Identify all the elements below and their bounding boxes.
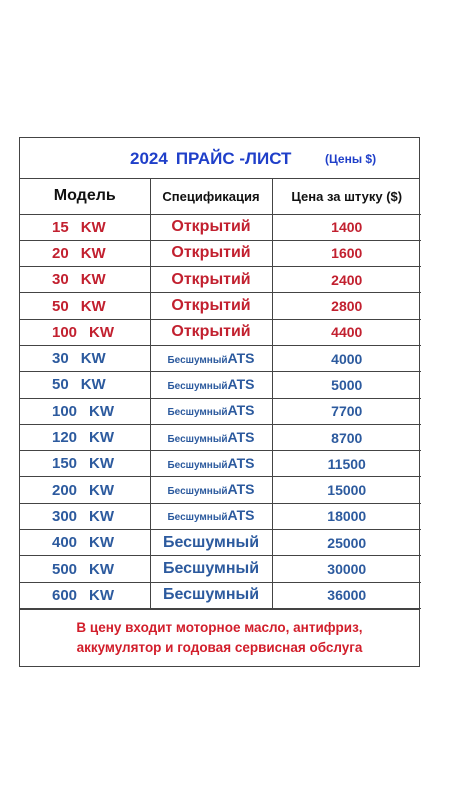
model-power: 50 [52, 297, 69, 315]
spec-name: Открытий [171, 297, 251, 315]
table-row [20, 582, 421, 608]
spec-name: Бесшумный [167, 407, 228, 419]
table-row [20, 503, 421, 529]
currency-note: (Цены $) [325, 152, 377, 166]
spec-cell [150, 530, 272, 556]
spec-name: Открытий [171, 323, 251, 341]
spec-name: Бесшумный [167, 459, 228, 471]
spec-suffix: ATS [227, 481, 255, 498]
spec-cell [150, 503, 272, 529]
table-row [20, 556, 421, 582]
spec-name: Открытий [171, 218, 251, 236]
title-year: 2024 [130, 149, 168, 168]
model-power: 500 [52, 560, 78, 578]
model-power: 150 [52, 455, 78, 473]
price-cell: 7700 [272, 398, 421, 424]
spec-suffix: ATS [227, 454, 255, 471]
price-cell: 25000 [272, 530, 421, 556]
footer-note [20, 609, 419, 666]
model-unit: KW [80, 350, 106, 368]
spec-name: Бесшумный [167, 433, 228, 445]
model-cell [20, 319, 150, 345]
price-table [20, 179, 421, 609]
model-power: 600 [52, 586, 78, 604]
model-unit: KW [89, 481, 115, 499]
price-cell: 15000 [272, 477, 421, 503]
model-power: 30 [52, 350, 69, 368]
table-row [20, 530, 421, 556]
model-power: 50 [52, 376, 69, 394]
price-cell: 1600 [272, 240, 421, 266]
spec-name: Бесшумный [167, 486, 228, 498]
footer-line-1: В цену входит моторное масло, антифриз, [76, 619, 363, 635]
table-row [20, 293, 421, 319]
price-cell: 1400 [272, 214, 421, 240]
spec-cell [150, 345, 272, 371]
price-cell: 36000 [272, 582, 421, 608]
price-cell: 18000 [272, 503, 421, 529]
spec-cell [150, 398, 272, 424]
model-unit: KW [89, 323, 115, 341]
model-unit: KW [80, 244, 106, 262]
price-cell: 11500 [272, 451, 421, 477]
model-cell [20, 293, 150, 319]
spec-cell [150, 372, 272, 398]
price-cell: 2400 [272, 267, 421, 293]
spec-suffix: ATS [227, 428, 255, 445]
model-cell [20, 530, 150, 556]
price-cell: 8700 [272, 424, 421, 450]
table-row [20, 214, 421, 240]
spec-cell [150, 319, 272, 345]
price-cell: 5000 [272, 372, 421, 398]
spec-cell [150, 267, 272, 293]
title-row [20, 138, 419, 179]
model-cell [20, 582, 150, 608]
table-row [20, 372, 421, 398]
spec-suffix: ATS [227, 375, 255, 392]
table-row [20, 319, 421, 345]
spec-suffix: ATS [227, 507, 255, 524]
model-power: 20 [52, 244, 69, 262]
model-unit: KW [80, 376, 106, 394]
price-cell: 4400 [272, 319, 421, 345]
model-cell [20, 556, 150, 582]
model-unit: KW [89, 507, 115, 525]
model-cell [20, 451, 150, 477]
model-unit: KW [89, 534, 115, 552]
spec-cell [150, 293, 272, 319]
model-unit: KW [89, 455, 115, 473]
model-power: 15 [52, 218, 69, 236]
spec-name: Бесшумный [167, 380, 228, 392]
spec-cell [150, 240, 272, 266]
column-header-model: Модель [20, 179, 150, 214]
model-cell [20, 398, 150, 424]
price-cell: 30000 [272, 556, 421, 582]
price-list-sheet [19, 137, 420, 667]
price-cell: 4000 [272, 345, 421, 371]
spec-name: Бесшумный [167, 354, 228, 366]
spec-cell [150, 424, 272, 450]
model-power: 200 [52, 481, 78, 499]
model-cell [20, 214, 150, 240]
model-power: 100 [52, 323, 78, 341]
table-row [20, 398, 421, 424]
model-unit: KW [80, 271, 106, 289]
spec-suffix: ATS [227, 402, 255, 419]
model-cell [20, 477, 150, 503]
table-header-row [20, 179, 421, 214]
price-cell: 2800 [272, 293, 421, 319]
model-unit: KW [89, 429, 115, 447]
column-header-spec: Спецификация [150, 179, 272, 214]
model-power: 120 [52, 429, 78, 447]
model-cell [20, 372, 150, 398]
table-row [20, 240, 421, 266]
spec-suffix: ATS [227, 349, 255, 366]
spec-name: Открытий [171, 270, 251, 288]
model-power: 30 [52, 271, 69, 289]
model-power: 100 [52, 402, 78, 420]
column-header-price: Цена за штуку ($) [272, 179, 421, 214]
spec-cell [150, 451, 272, 477]
model-cell [20, 267, 150, 293]
table-row [20, 267, 421, 293]
spec-name: Открытий [171, 244, 251, 262]
spec-cell [150, 477, 272, 503]
model-power: 400 [52, 534, 78, 552]
model-cell [20, 503, 150, 529]
price-list-title [130, 149, 291, 169]
spec-name: Бесшумный [167, 512, 228, 524]
spec-cell [150, 214, 272, 240]
table-row [20, 451, 421, 477]
spec-name: Бесшумный [162, 560, 260, 577]
spec-cell [150, 556, 272, 582]
spec-name: Бесшумный [162, 533, 260, 551]
table-row [20, 477, 421, 503]
model-cell [20, 240, 150, 266]
table-row [20, 345, 421, 371]
spec-cell [150, 582, 272, 608]
table-row [20, 424, 421, 450]
model-cell [20, 345, 150, 371]
model-unit: KW [89, 560, 115, 578]
model-power: 300 [52, 507, 78, 525]
title-text: ПРАЙС -ЛИСТ [175, 149, 292, 168]
model-cell [20, 424, 150, 450]
model-unit: KW [89, 586, 115, 604]
footer-line-2: аккумулятор и годовая сервисная обслуга [76, 639, 363, 655]
model-unit: KW [80, 218, 106, 236]
model-unit: KW [89, 402, 115, 420]
model-unit: KW [80, 297, 106, 315]
spec-name: Бесшумный [162, 586, 260, 604]
